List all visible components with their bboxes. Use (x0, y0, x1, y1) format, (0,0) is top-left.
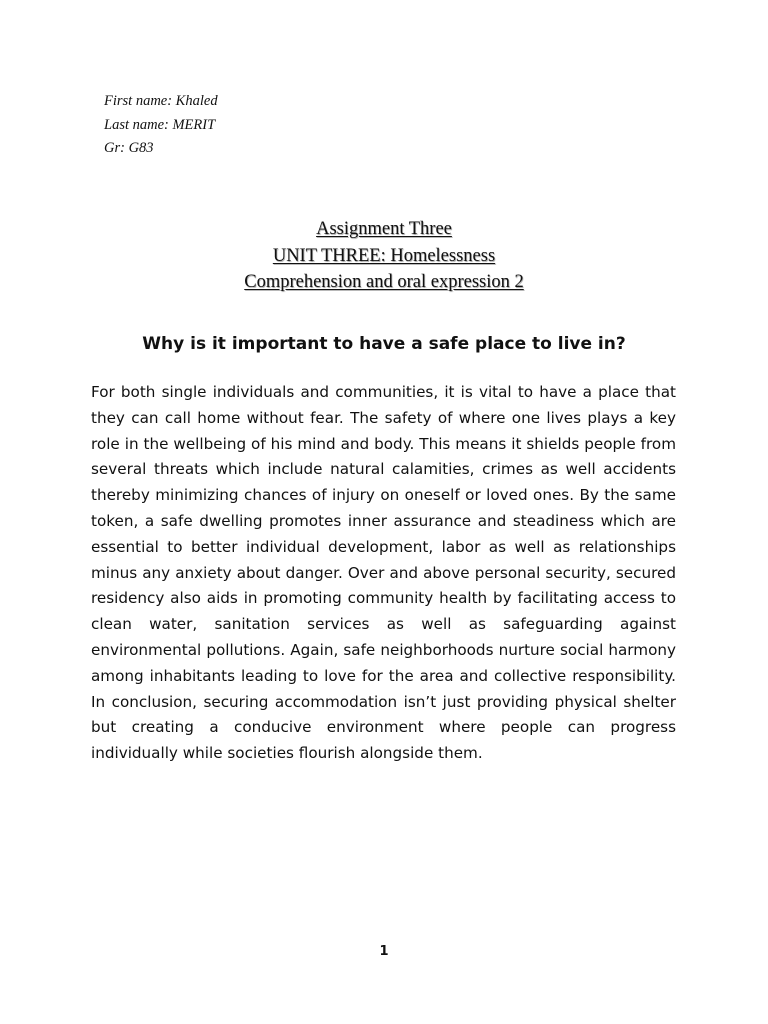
group: Gr: G83 (104, 140, 154, 156)
first-name: First name: Khaled (104, 93, 218, 109)
course-title: Comprehension and oral expression 2 (244, 272, 524, 292)
unit-title: UNIT THREE: Homelessness (272, 245, 496, 266)
assignment-title: Assignment Three (316, 219, 452, 239)
title-block (0, 216, 768, 296)
page-number: 1 (379, 944, 389, 959)
essay-paragraph: For both single individuals and communities, it is vital to have a place that they can call home without fear. The safety of where one lives plays a key role in the wellbeing of his mind and body. This means it shields people from several threats which include natural calamities, crimes as well accidents thereby minimizing chances of injury on oneself or loved ones. By the same token, a safe dwelling promotes inner assurance and steadiness which are essential to better individual development, labor as well as relationships minus any anxiety about danger. Over and above personal security, secured residency also aids in promoting community health by facilitating access to clean water, sanitation services as well as safeguarding against environmental pollutions. Again, safe neighborhoods nurture social harmony among inhabitants leading to love for the area and collective responsibility. In conclusion, securing accommodation isn’t just providing physical shelter but creating a conducive environment where people can progress individually while societies flourish alongside them. (91, 383, 676, 763)
student-info (104, 90, 218, 161)
last-name: Last name: MERIT (104, 116, 216, 133)
question-heading: Why is it important to have a safe place to live in? (142, 334, 626, 354)
